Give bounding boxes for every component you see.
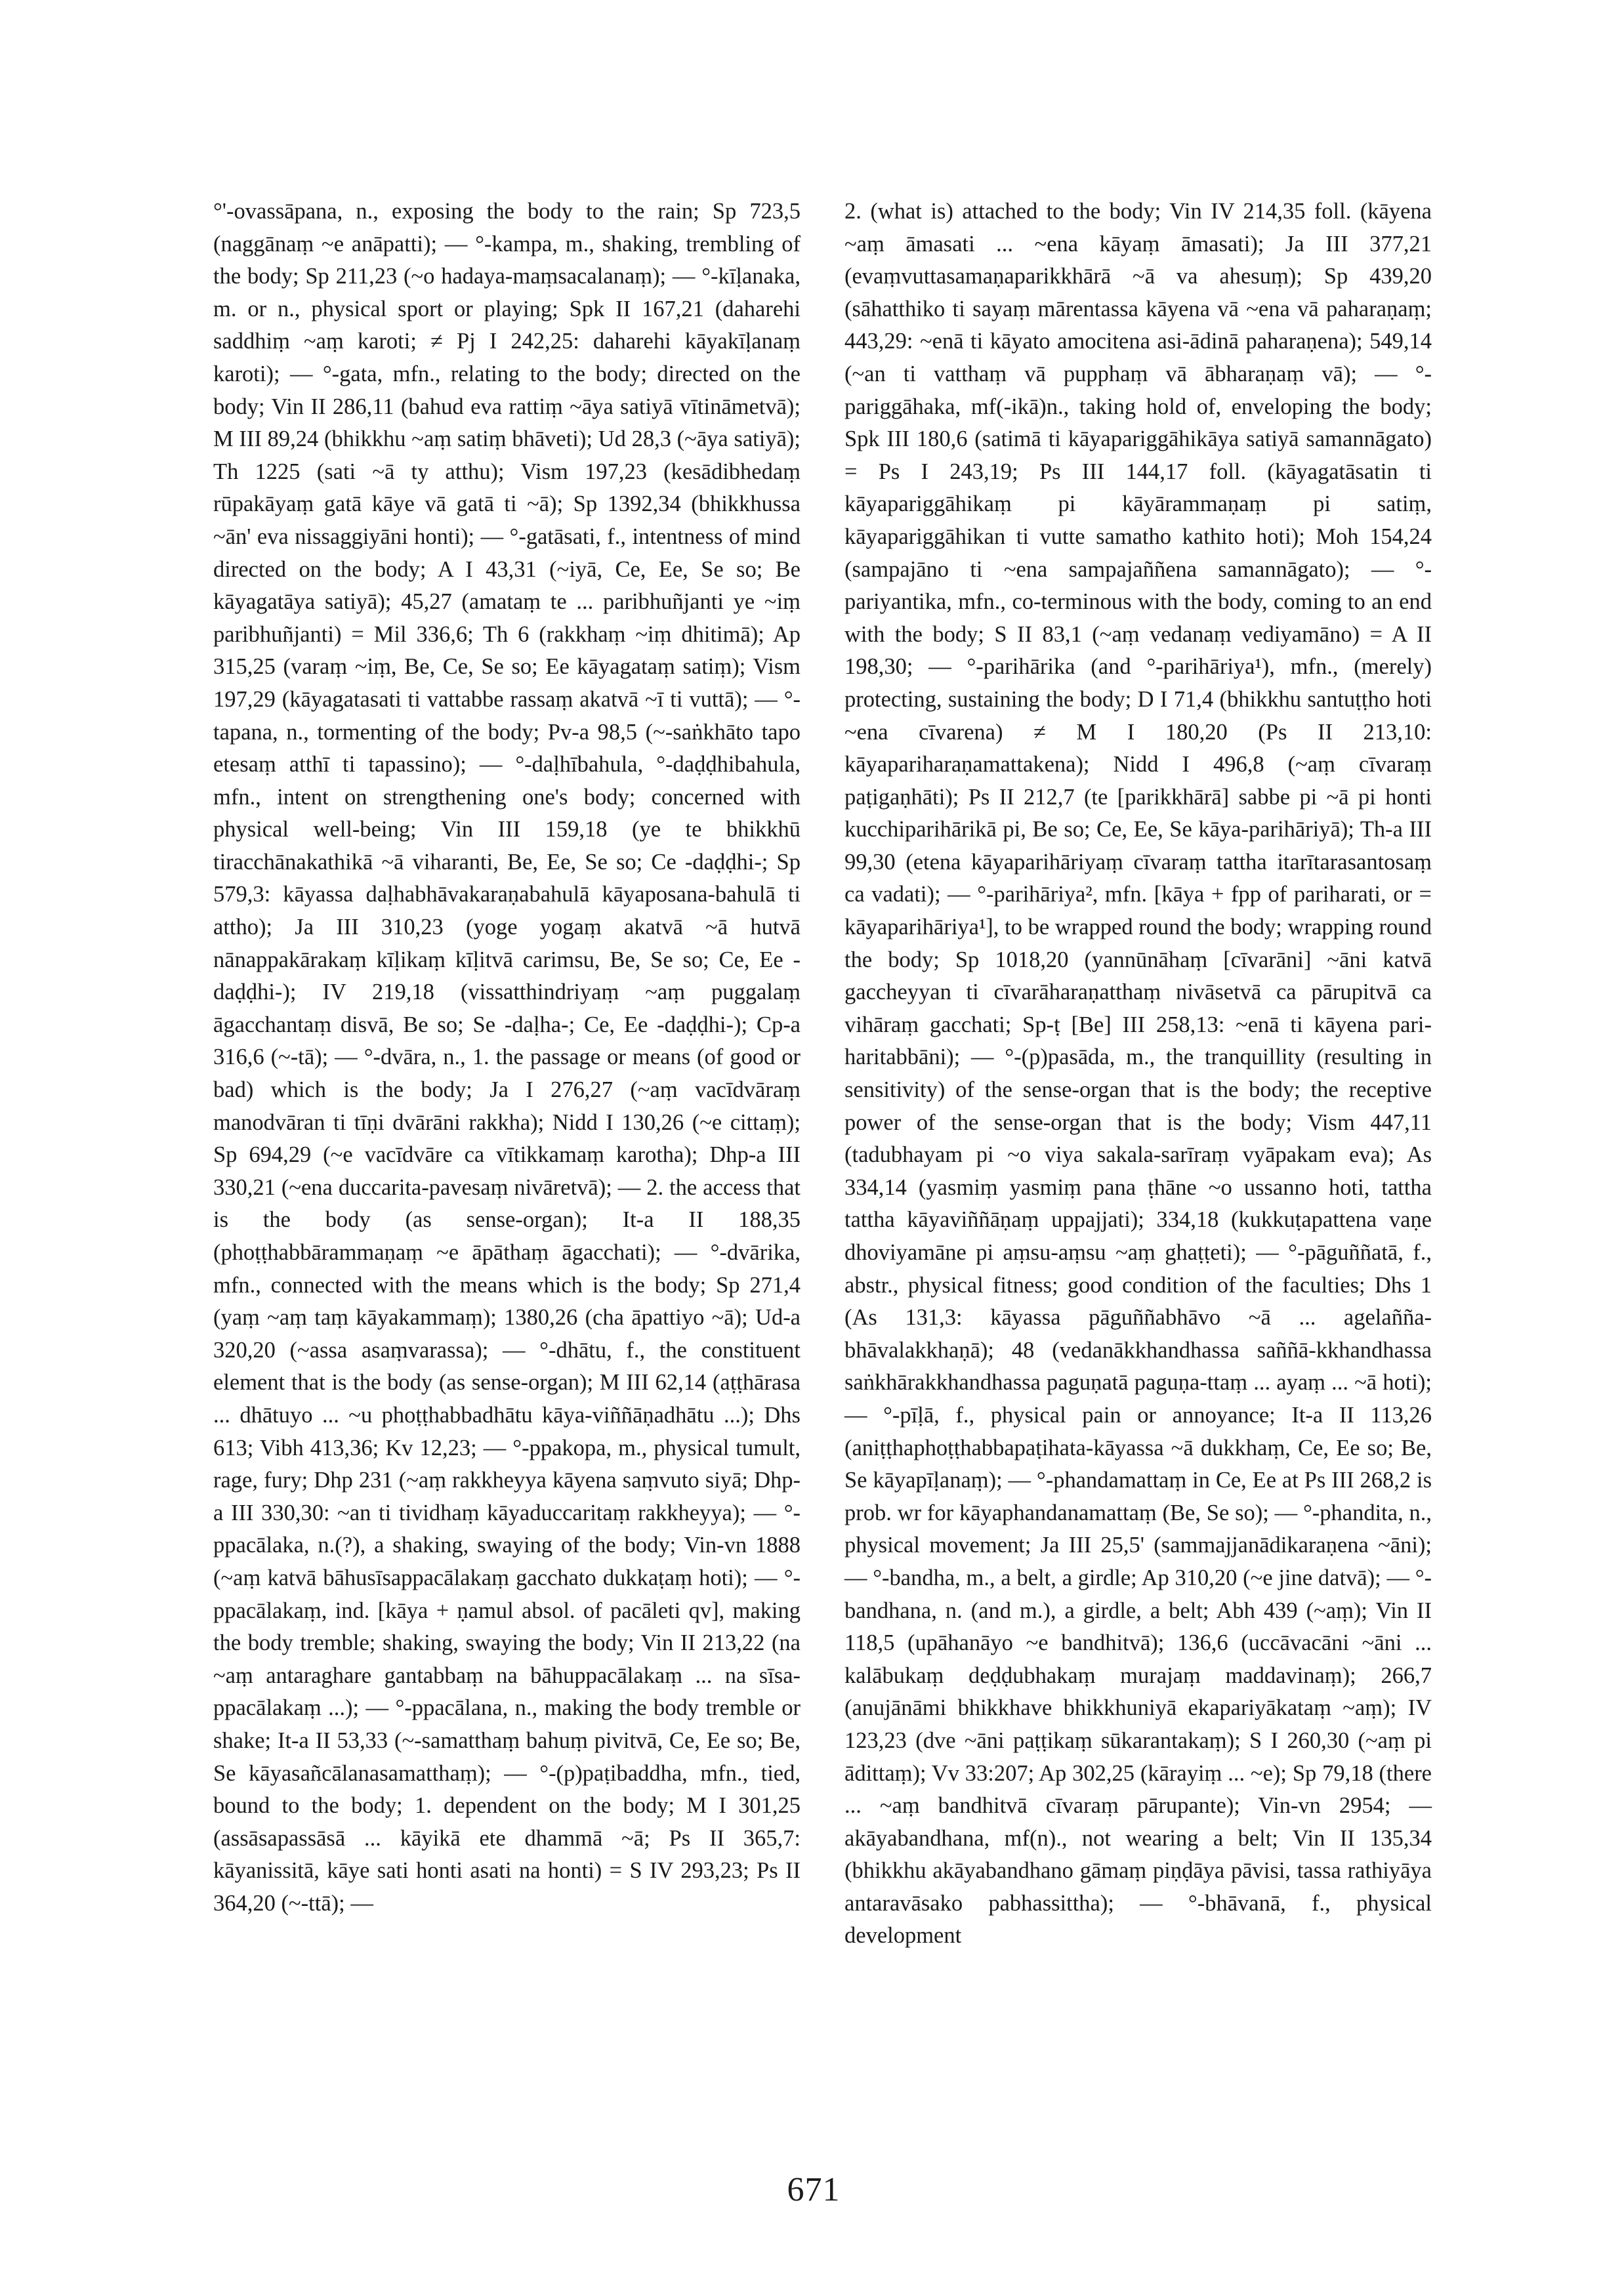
left-column-text: °'-ovassāpana, n., exposing the body to the rain; Sp 723,5 (naggānaṃ ~e anāpatti); — °-kampa, m., shaking, trembling of the body; Sp 211,23 (~o hadaya-maṃsacalanaṃ); — °-kīḷanaka, m. or n., physical sport or playing; Spk II 167,21 (daharehi saddhiṃ ~aṃ karoti; ≠ Pj I 242,25: daharehi kāyakīḷanaṃ karoti); — °-gata, mfn., relating to the body; directed on the body; Vin II 286,11 (bahud eva rattiṃ ~āya satiyā vītināmetvā); M III 89,24 (bhikkhu ~aṃ satiṃ bhāveti); Ud 28,3 (~āya satiyā); Th 1225 (sati ~ā ty atthu); Vism 197,23 (kesādibhedaṃ rūpakāyaṃ gatā kāye vā gatā ti ~ā); Sp 1392,34 (bhikkhussa ~ān' eva nissaggiyāni honti); — °-gatāsati, f., intentness of mind directed on the body; A I 43,31 (~iyā, Ce, Ee, Se so; Be kāyagatāya satiyā); 45,27 (amataṃ te ... paribhuñjanti ye ~iṃ paribhuñjanti) = Mil 336,6; Th 6 (rakkhaṃ ~iṃ dhitimā); Ap 315,25 (varaṃ ~iṃ, Be, Ce, Se so; Ee kāyagataṃ satiṃ); Vism 197,29 (kāyagatasati ti vattabbe rassaṃ akatvā ~ī ti vuttā); — °-tapana, n., tormenting of the body; Pv-a 98,5 (~-saṅkhāto tapo etesaṃ atthī ti tapassino); — °-daḷhībahula, °-daḍḍhibahula, mfn., intent on strengthening one's body; concerned with physical well-being; Vin III 159,18 (ye te bhikkhū tiracchānakathikā ~ā viharanti, Be, Ee, Se so; Ce -daḍḍhi-; Sp 579,3: kāyassa daḷhabhāvakaraṇabahulā kāyaposana-bahulā ti attho); Ja III 310,23 (yoge yogaṃ akatvā ~ā hutvā nānappakārakaṃ kīḷikaṃ kīḷitvā carimsu, Be, Se so; Ce, Ee -daḍḍhi-); IV 219,18 (vissatthindriyaṃ ~aṃ puggalaṃ āgacchantaṃ disvā, Be so; Se -daḷha-; Ce, Ee -daḍḍhi-); Cp-a 316,6 (~-tā); — °-dvāra, n., 1. the passage or means (of good or bad) which is the body; Ja I 276,27 (~aṃ vacīdvāraṃ manodvāran ti tīṇi dvārāni rakkha); Nidd I 130,26 (~e cittaṃ); Sp 694,29 (~e vacīdvāre ca vītikkamaṃ karotha); Dhp-a III 330,21 (~ena duccarita-pavesaṃ nivāretvā); — 2. the access that is the body (as sense-organ); It-a II 188,35 (phoṭṭhabbārammaṇaṃ ~e āpāthaṃ āgacchati); — °-dvārika, mfn., connected with the means which is the body; Sp 271,4 (yaṃ ~aṃ taṃ kāyakammaṃ); 1380,26 (cha āpattiyo ~ā); Ud-a 320,20 (~assa asaṃvarassa); — °-dhātu, f., the constituent element that is the body (as sense-organ); M III 62,14 (aṭṭhārasa ... dhātuyo ... ~u phoṭṭhabbadhātu kāya-viññāṇadhātu ...); Dhs 613; Vibh 413,36; Kv 12,23; — °-ppakopa, m., physical tumult, rage, fury; Dhp 231 (~aṃ rakkheyya kāyena saṃvuto siyā; Dhp-a III 330,30: ~an ti tividhaṃ kāyaduccaritaṃ rakkheyya); — °-ppacālaka, n.(?), a shaking, swaying of the body; Vin-vn 1888 (~aṃ katvā bāhusīsappacālakaṃ gacchato dukkaṭaṃ hoti); — °-ppacālakaṃ, ind. [kāya + ṇamul absol. of pacāleti qv], making the body tremble; shaking, swaying the body; Vin II 213,22 (na ~aṃ antaraghare gantabbaṃ na bāhuppacālakaṃ ... na sīsa-ppacālakaṃ ...); — °-ppacālana, n., making the body tremble or shake; It-a II 53,33 (~-samatthaṃ bahuṃ pivitvā, Ce, Ee so; Be, Se kāyasañcālanasamatthaṃ); — °-(p)paṭibaddha, mfn., tied, bound to the body; 1. dependent on the body; M I 301,25 (assāsapassāsā ... kāyikā ete dhammā ~ā; Ps II 365,7: kāyanissitā, kāye sati honti asati na honti) = S IV 293,23; Ps II 364,20 (~-ttā); — <box>213 199 801 1916</box>
page-number: 671 <box>787 2171 841 2208</box>
left-column <box>213 196 801 1920</box>
right-column <box>844 196 1432 1953</box>
right-column-text: 2. (what is) attached to the body; Vin IV 214,35 foll. (kāyena ~aṃ āmasati ... ~ena kāyaṃ āmasati); Ja III 377,21 (evaṃvuttasamaṇaparikkhārā ~ā va ahesuṃ); Sp 439,20 (sāhatthiko ti sayaṃ mārentassa kāyena vā ~ena vā paharaṇaṃ; 443,29: ~enā ti kāyato amocitena asi-ādinā paharaṇena); 549,14 (~an ti vatthaṃ vā pupphaṃ vā ābharaṇaṃ vā); — °-pariggāhaka, mf(-ikā)n., taking hold of, enveloping the body; Spk III 180,6 (satimā ti kāyapariggāhikāya satiyā samannāgato) = Ps I 243,19; Ps III 144,17 foll. (kāyagatāsatin ti kāyapariggāhikaṃ pi kāyārammaṇaṃ pi satiṃ, kāyapariggāhikan ti vutte samatho kathito hoti); Moh 154,24 (sampajāno ti ~ena sampajaññena samannāgato); — °-pariyantika, mfn., co-terminous with the body, coming to an end with the body; S II 83,1 (~aṃ vedanaṃ vediyamāno) = A II 198,30; — °-parihārika (and °-parihāriya¹), mfn., (merely) protecting, sustaining the body; D I 71,4 (bhikkhu santuṭṭho hoti ~ena cīvarena) ≠ M I 180,20 (Ps II 213,10: kāyapariharaṇamattakena); Nidd I 496,8 (~aṃ cīvaraṃ paṭigaṇhāti); Ps II 212,7 (te [parikkhārā] sabbe pi ~ā pi honti kucchiparihārikā pi, Be so; Ce, Ee, Se kāya-parihāriyā); Th-a III 99,30 (etena kāyaparihāriyaṃ cīvaraṃ tattha itarītarasantosaṃ ca vadati); — °-parihāriya², mfn. [kāya + fpp of pariharati, or = kāyaparihāriya¹], to be wrapped round the body; wrapping round the body; Sp 1018,20 (yannūnāhaṃ [cīvarāni] ~āni katvā gaccheyyan ti cīvarāharaṇatthaṃ nivāsetvā ca pārupitvā ca vihāraṃ gacchati; Sp-ṭ [Be] III 258,13: ~enā ti kāyena pari-haritabbāni); — °-(p)pasāda, m., the tranquillity (resulting in sensitivity) of the sense-organ that is the body; the receptive power of the sense-organ that is the body; Vism 447,11 (tadubhayam pi ~o viya sakala-sarīraṃ vyāpakam eva); As 334,14 (yasmiṃ yasmiṃ pana ṭhāne ~o ussanno hoti, tattha tattha kāyaviññāṇaṃ uppajjati); 334,18 (kukkuṭapattena vaṇe dhoviyamāne pi aṃsu-aṃsu ~aṃ ghaṭṭeti); — °-pāguññatā, f., abstr., physical fitness; good condition of the faculties; Dhs 1 (As 131,3: kāyassa pāguññabhāvo ~ā ... agelañña-bhāvalakkhaṇā); 48 (vedanākkhandhassa saññā-kkhandhassa saṅkhārakkhandhassa paguṇatā paguṇa-ttaṃ ... ayaṃ ... ~ā hoti); — °-pīḷā, f., physical pain or annoyance; It-a II 113,26 (aniṭṭhaphoṭṭhabbapaṭihata-kāyassa ~ā dukkhaṃ, Ce, Ee so; Be, Se kāyapīḷanaṃ); — °-phandamattaṃ in Ce, Ee at Ps III 268,2 is prob. wr for kāyaphandanamattaṃ (Be, Se so); — °-phandita, n., physical movement; Ja III 25,5' (sammajjanādikaraṇena ~āni); — °-bandha, m., a belt, a girdle; Ap 310,20 (~e jine datvā); — °-bandhana, n. (and m.), a girdle, a belt; Abh 439 (~aṃ); Vin II 118,5 (upāhanāyo ~e bandhitvā); 136,6 (uccāvacāni ~āni ... kalābukaṃ deḍḍubhakaṃ murajaṃ maddavinaṃ); 266,7 (anujānāmi bhikkhave bhikkhuniyā ekapariyākataṃ ~aṃ); IV 123,23 (dve ~āni paṭṭikaṃ sūkarantakaṃ); S I 260,30 (~aṃ pi ādittaṃ); Vv 33:207; Ap 302,25 (kārayiṃ ... ~e); Sp 79,18 (there ... ~aṃ bandhitvā cīvaraṃ pārupante); Vin-vn 2954; — akāyabandhana, mf(n)., not wearing a belt; Vin II 135,34 (bhikkhu akāyabandhano gāmaṃ piṇḍāya pāvisi, tassa rathiyāya antaravāsako pabhassittha); — °-bhāvanā, f., physical development <box>844 199 1432 1949</box>
